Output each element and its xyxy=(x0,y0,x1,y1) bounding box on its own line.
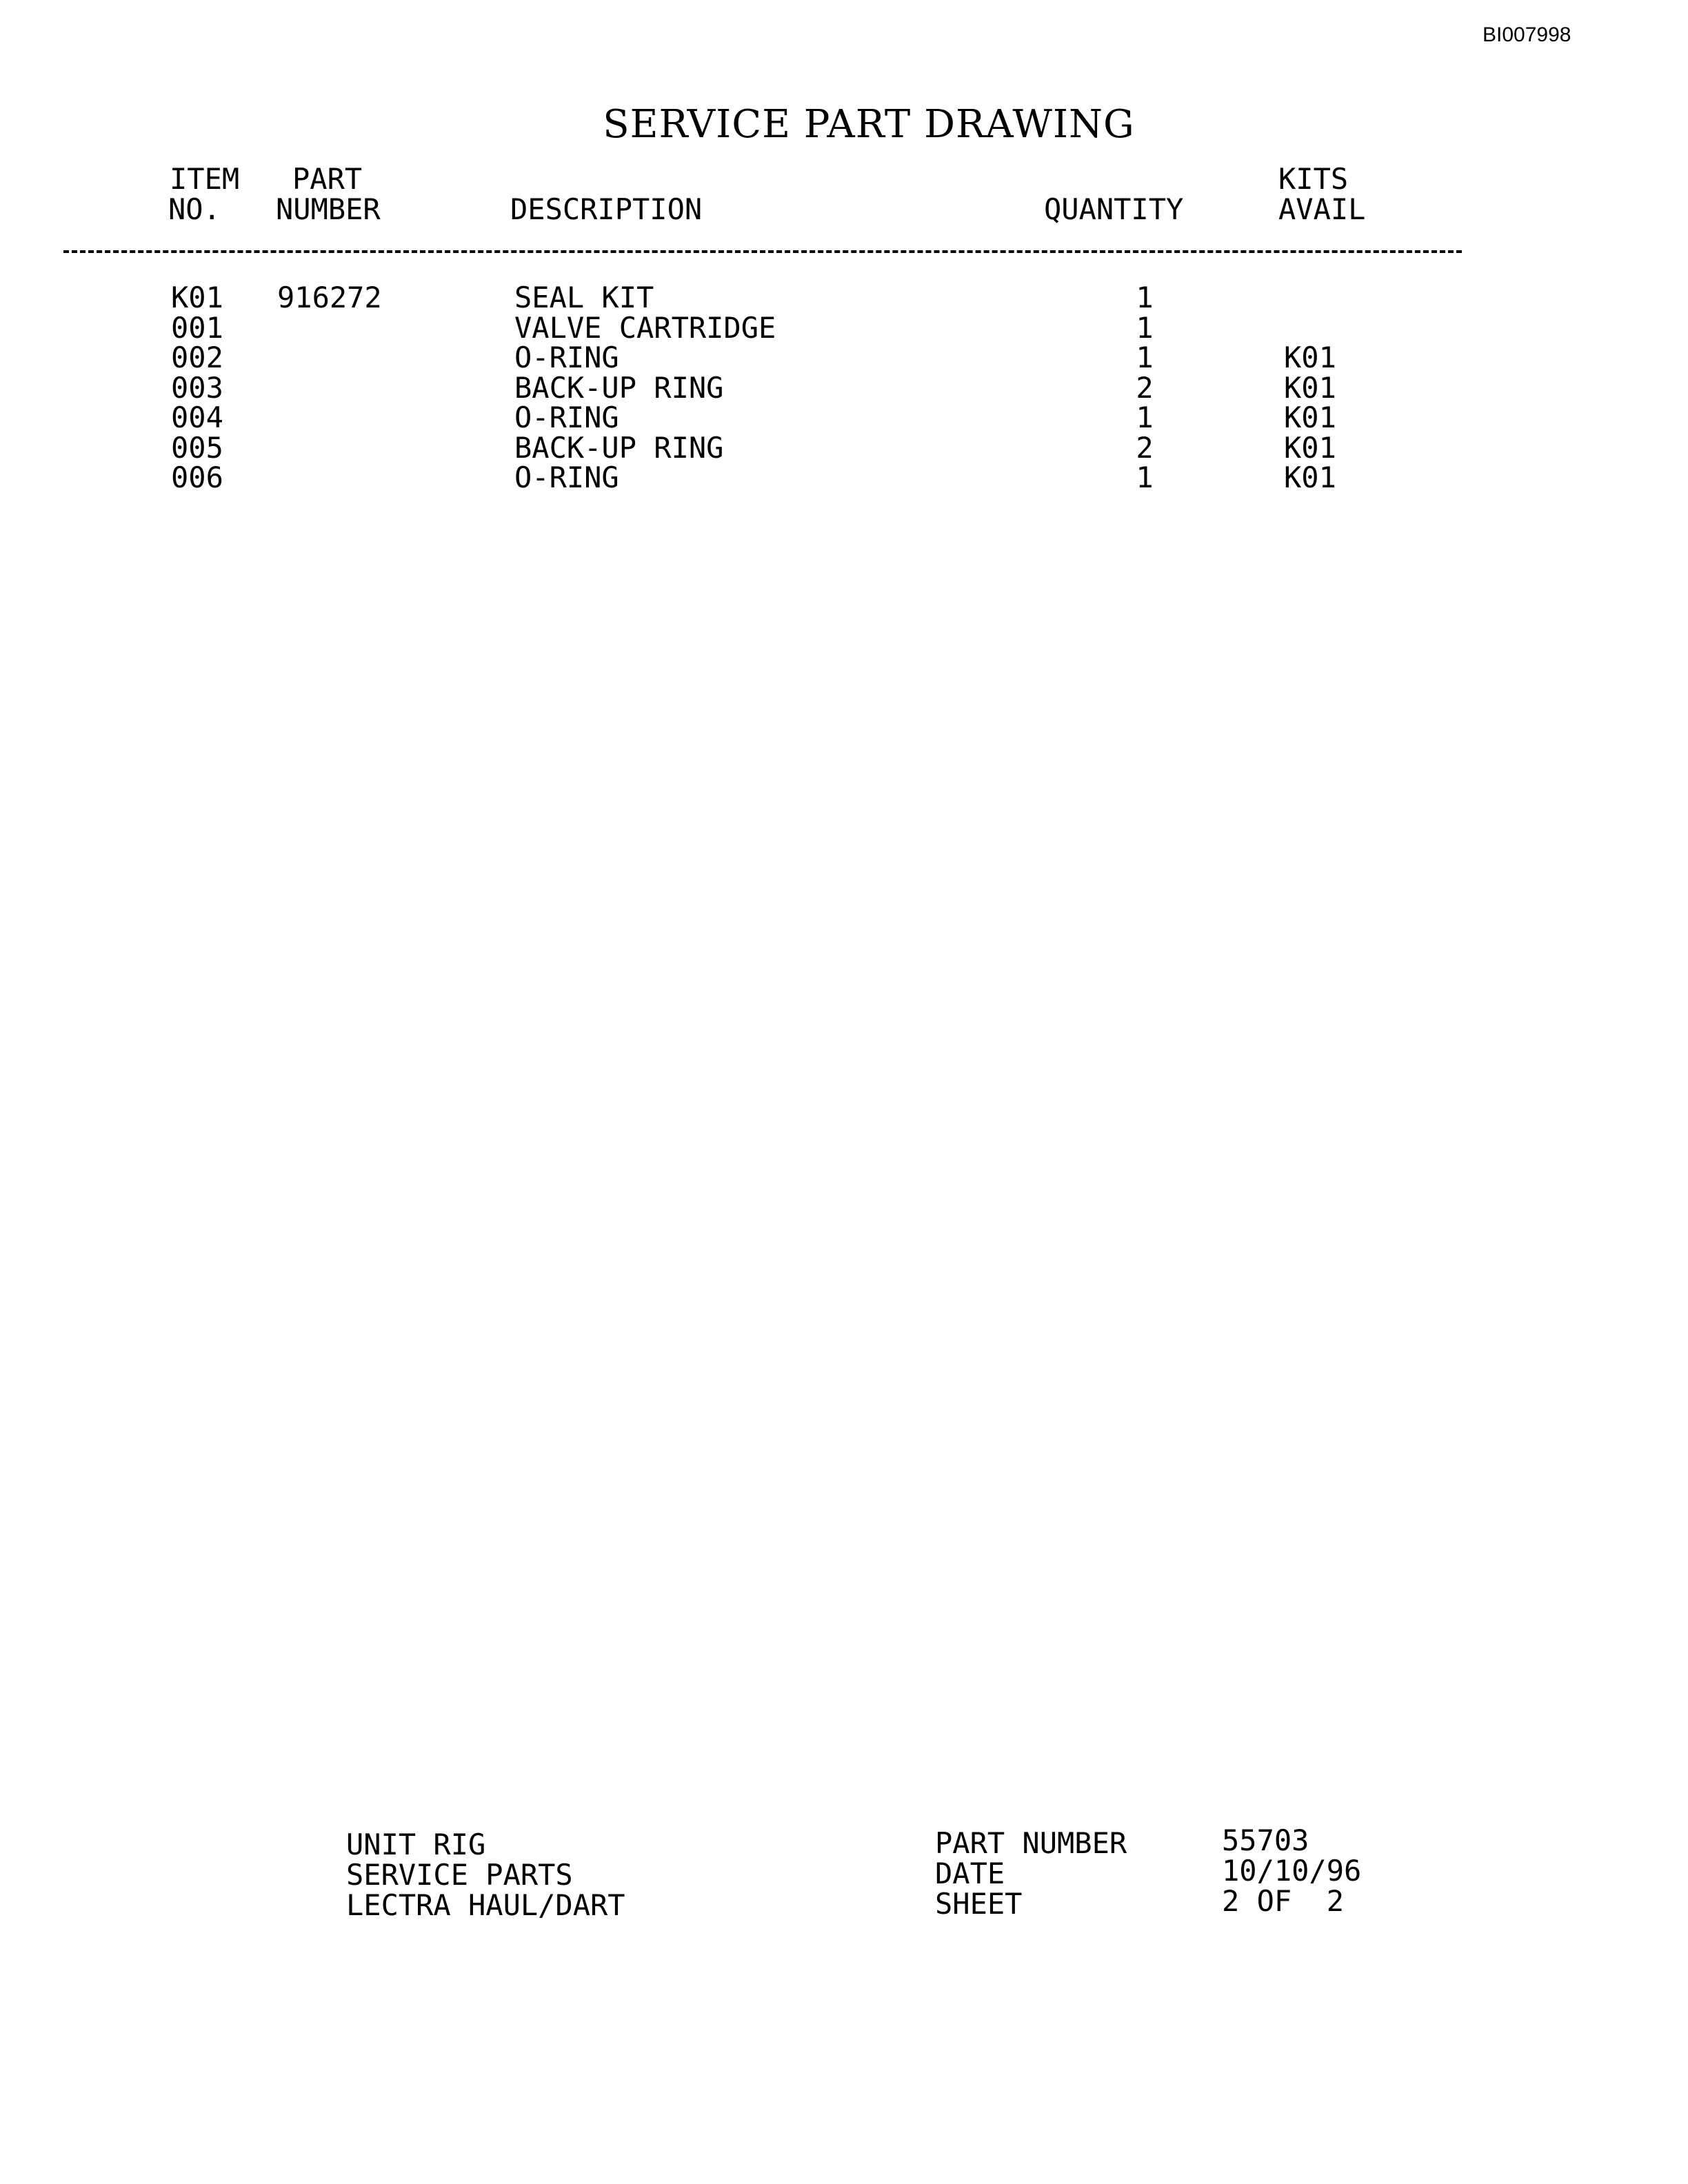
description: SEAL KIT xyxy=(514,281,654,314)
footer-value-date: 10/10/96 xyxy=(1222,1854,1362,1888)
description: O-RING xyxy=(514,341,619,374)
item-number: 001 xyxy=(171,310,223,345)
quantity: 1 xyxy=(1136,461,1154,494)
table-row xyxy=(0,310,1688,345)
table-row xyxy=(0,343,1688,373)
item-number: 003 xyxy=(171,370,223,405)
table-row xyxy=(0,430,1688,465)
page-title: SERVICE PART DRAWING xyxy=(603,102,1135,147)
description: BACK-UP RING xyxy=(514,370,724,405)
footer-department: SERVICE PARTS xyxy=(346,1858,573,1892)
item-number: 006 xyxy=(171,461,223,494)
kits-avail: K01 xyxy=(1284,401,1336,434)
item-number: 002 xyxy=(171,341,223,374)
footer-label-date: DATE xyxy=(935,1857,1005,1890)
footer-label-part-number: PART NUMBER xyxy=(935,1826,1127,1860)
kits-avail: K01 xyxy=(1284,461,1336,494)
description: O-RING xyxy=(514,401,619,434)
table-row xyxy=(0,283,1688,313)
part-number: 916272 xyxy=(277,281,382,314)
description: VALVE CARTRIDGE xyxy=(514,310,776,345)
kits-avail: K01 xyxy=(1284,341,1336,374)
kits-avail: K01 xyxy=(1284,370,1336,405)
quantity: 2 xyxy=(1136,370,1154,405)
description: BACK-UP RING xyxy=(514,430,724,465)
table-row xyxy=(0,403,1688,433)
header-item-line2: NO. xyxy=(168,192,221,226)
description: O-RING xyxy=(514,461,619,494)
table-row xyxy=(0,370,1688,405)
footer-value-sheet: 2 OF 2 xyxy=(1222,1884,1345,1918)
table-row xyxy=(0,463,1688,493)
quantity: 1 xyxy=(1136,281,1154,314)
quantity: 2 xyxy=(1136,430,1154,465)
footer-company: UNIT RIG xyxy=(346,1828,486,1861)
kits-avail: K01 xyxy=(1284,430,1336,465)
header-part-line1: PART xyxy=(292,162,363,196)
header-quantity: QUANTITY xyxy=(1044,192,1184,226)
item-number: 004 xyxy=(171,401,223,434)
header-part-line2: NUMBER xyxy=(276,192,381,226)
quantity: 1 xyxy=(1136,401,1154,434)
header-rule xyxy=(63,250,1462,253)
item-number: 005 xyxy=(171,430,223,465)
footer-value-part-number: 55703 xyxy=(1222,1823,1309,1857)
header-kits-line1: KITS xyxy=(1278,162,1349,196)
header-description: DESCRIPTION xyxy=(510,192,703,226)
document-id: BI007998 xyxy=(1483,23,1571,46)
quantity: 1 xyxy=(1136,341,1154,374)
quantity: 1 xyxy=(1136,310,1154,345)
header-kits-line2: AVAIL xyxy=(1278,192,1366,226)
footer-product: LECTRA HAUL/DART xyxy=(346,1888,625,1922)
header-item-line1: ITEM xyxy=(170,162,240,196)
item-number: K01 xyxy=(171,281,223,314)
footer-label-sheet: SHEET xyxy=(935,1887,1023,1921)
parts-table-body xyxy=(0,283,1688,493)
